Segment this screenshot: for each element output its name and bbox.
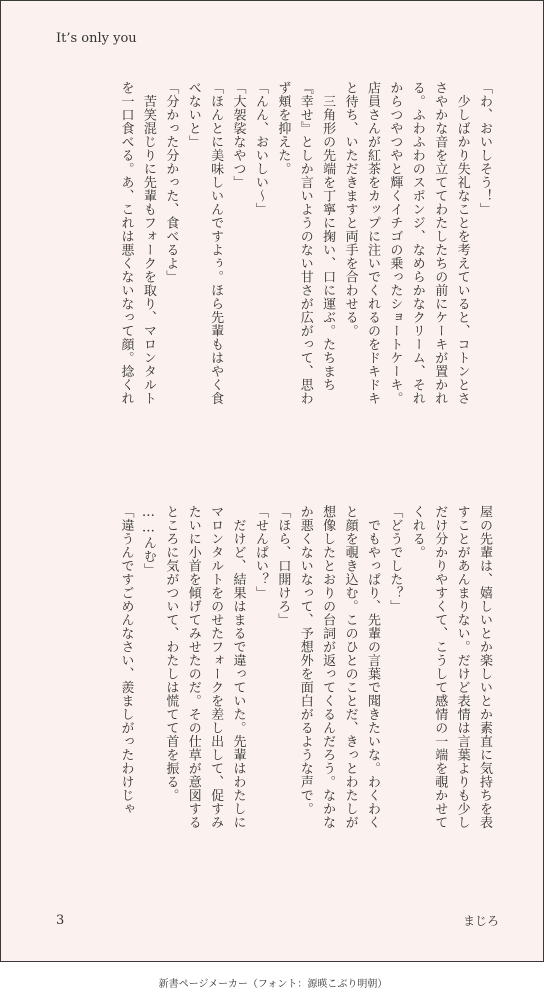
footer-credit: 新書ページメーカー（フォント：源暎こぶり明朝） [158,979,388,990]
page-number: 3 [56,913,65,928]
body-text-lower: 屋の先輩は、嬉しいとか楽しいとか素直に気持ちを表 すことがあんまりない。だけど表情は言葉よりも少し だけ分かりやすくて、こうして感情の一端を覗かせて くれる。 「どうでした？」 でもやっぱり、先輩の言葉で聞きたいな。わくわく と顔を覗き込む。このひとのことだ、きっとわたしが 想像したとおりの台詞が返ってくるんだろう。なかな か悪くないなって、予想外を面白がるような声で。 「ほら、口開けろ」 「せんぱい？」 だけど、結果はまるで違っていた。先輩はわたしに マロンタルトをのせたフォークを差し出して、促すみ たいに小首を傾げてみせたのだ。その仕草が意図する ところに気がついて、わたしは慌てて首を振る。 ……んむ」 「違うんですごめんなさい、羨ましがったわけじゃ [118,505,492,829]
author-name: まじろ [463,914,500,928]
story-title: It’s only you [56,31,137,46]
body-text-upper: 「わ、おいしそう！」 少しばかり失礼なことを考えていると、コトンとさ さやかな音を立ててわたしたちの前にケーキが置かれ る。ふわふわのスポンジ、なめらかなクリーム、それ からつやつやと輝くイチゴの乗ったショートケーキ。 店員さんが紅茶をカップに注いでくれるのをドキドキ と待ち、いただきますと両手を合わせる。 三角形の先端を丁寧に掬い、口に運ぶ。たちまち 『幸せ』としか言いようのない甘さが広がって、思わ ず頬を抑えた。 「んん、おいしい〜」 「大袈裟なやつ」 「ほんとに美味しいんですよぅ。ほら先輩もはやく食 べないと」 「分かった分かった、食べるよ」 苦笑混じりに先輩もフォークを取り、マロンタルト を一口食べる。あ、これは悪くないなって顔。捻くれ [118,81,492,405]
